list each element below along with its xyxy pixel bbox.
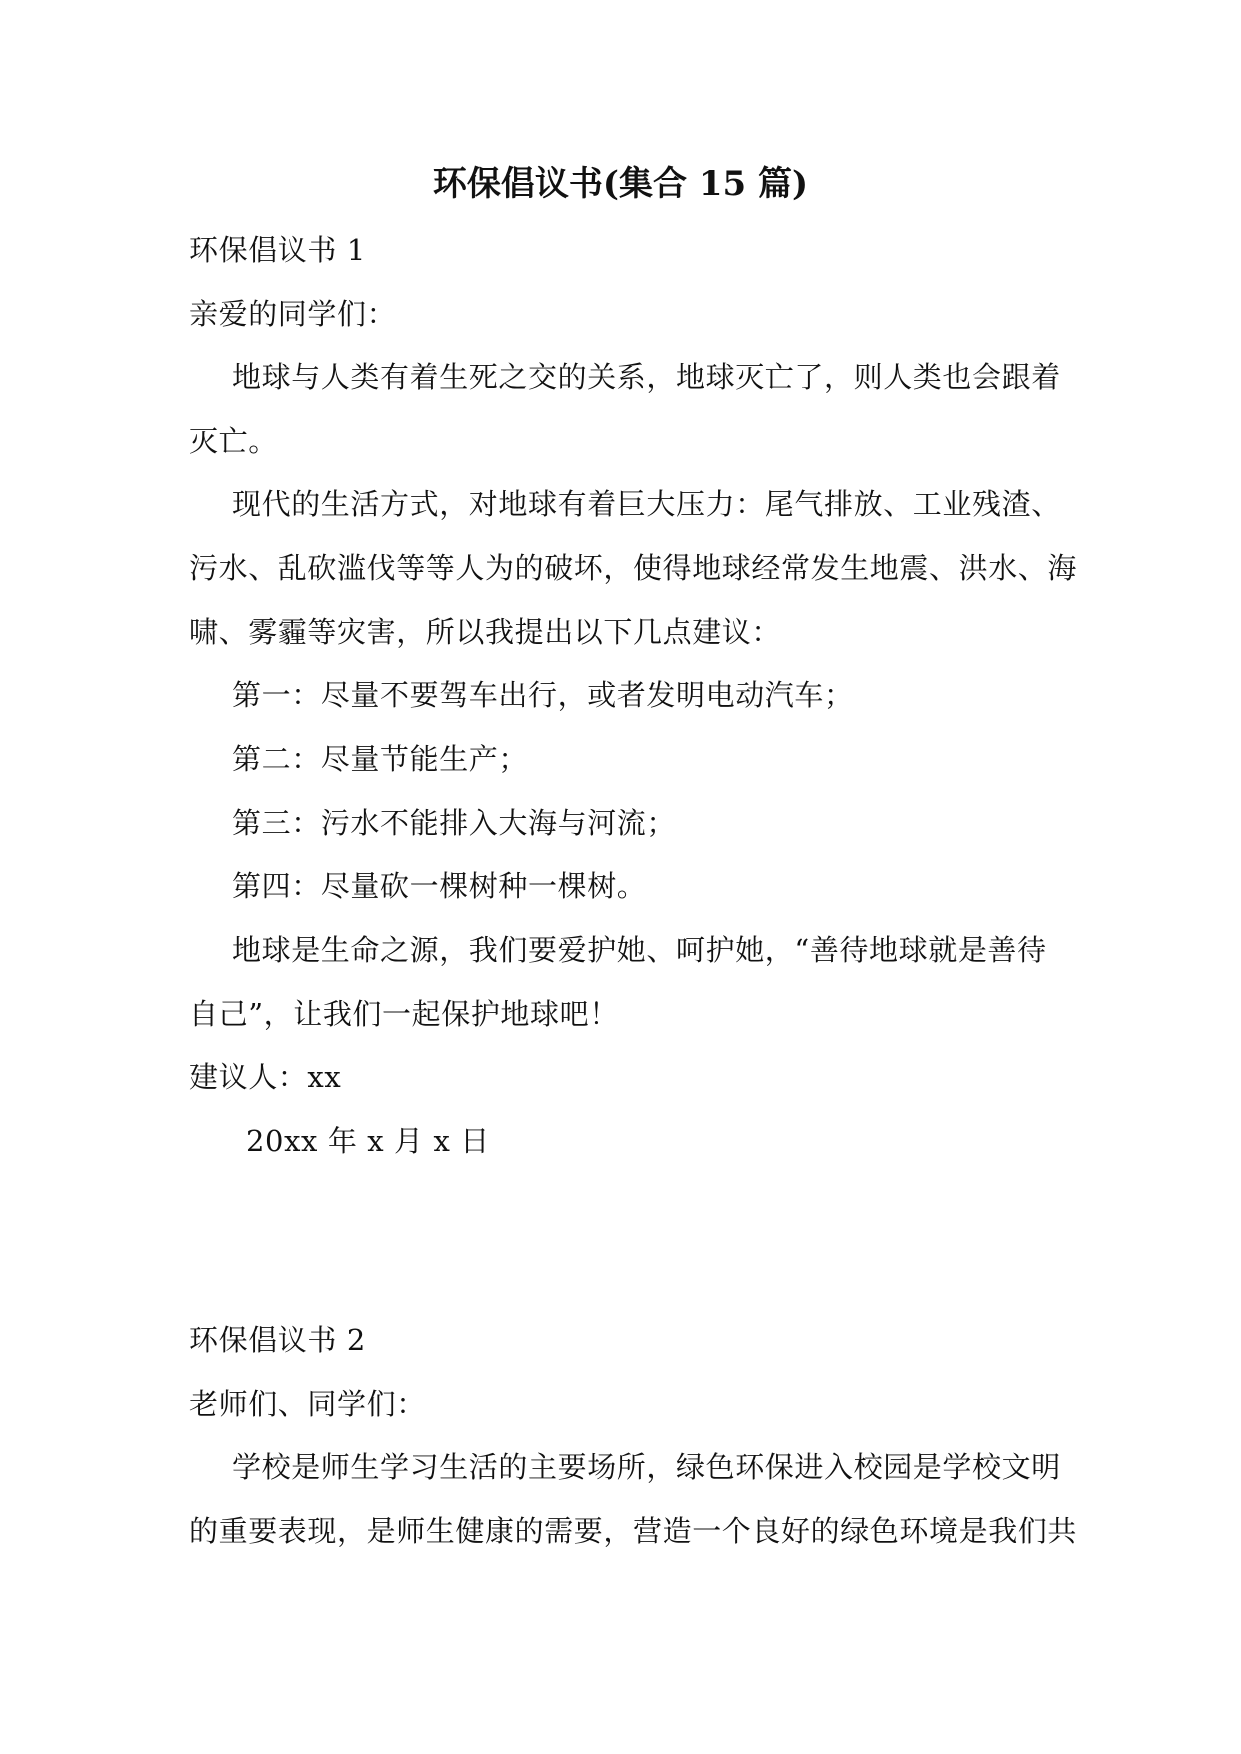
paragraph-2-line-3: 啸、雾霾等灾害，所以我提出以下几点建议： [189,615,782,649]
date-line: 20xx 年 x 月 x 日 [246,1124,490,1158]
paragraph-4-line-2: 的重要表现，是师生健康的需要，营造一个良好的绿色环境是我们共 [189,1514,1078,1548]
list-item-4: 第四：尽量砍一棵树种一棵树。 [232,869,647,903]
paragraph-2-line-1: 现代的生活方式，对地球有着巨大压力：尾气排放、工业残渣、 [232,487,1061,521]
paragraph-3-line-2: 自己”，让我们一起保护地球吧！ [189,997,619,1031]
section-heading-2: 环保倡议书 2 [189,1323,366,1357]
paragraph-1-line-1: 地球与人类有着生死之交的关系，地球灭亡了，则人类也会跟着 [232,360,1061,394]
list-item-2: 第二：尽量节能生产； [232,742,529,776]
list-item-1: 第一：尽量不要驾车出行，或者发明电动汽车； [232,678,854,712]
paragraph-2-line-2: 污水、乱砍滥伐等等人为的破坏，使得地球经常发生地震、洪水、海 [189,551,1078,585]
salutation-2: 老师们、同学们： [189,1387,426,1421]
paragraph-4-line-1: 学校是师生学习生活的主要场所，绿色环保进入校园是学校文明 [232,1450,1061,1484]
section-heading-1: 环保倡议书 1 [189,233,366,267]
proposer-line: 建议人：xx [189,1060,342,1094]
salutation-1: 亲爱的同学们： [189,297,397,331]
document-title: 环保倡议书(集合 15 篇) [432,164,809,204]
paragraph-3-line-1: 地球是生命之源，我们要爱护她、呵护她，“善待地球就是善待 [232,933,1047,967]
paragraph-1-line-2: 灭亡。 [189,424,278,458]
list-item-3: 第三：污水不能排入大海与河流； [232,806,677,840]
